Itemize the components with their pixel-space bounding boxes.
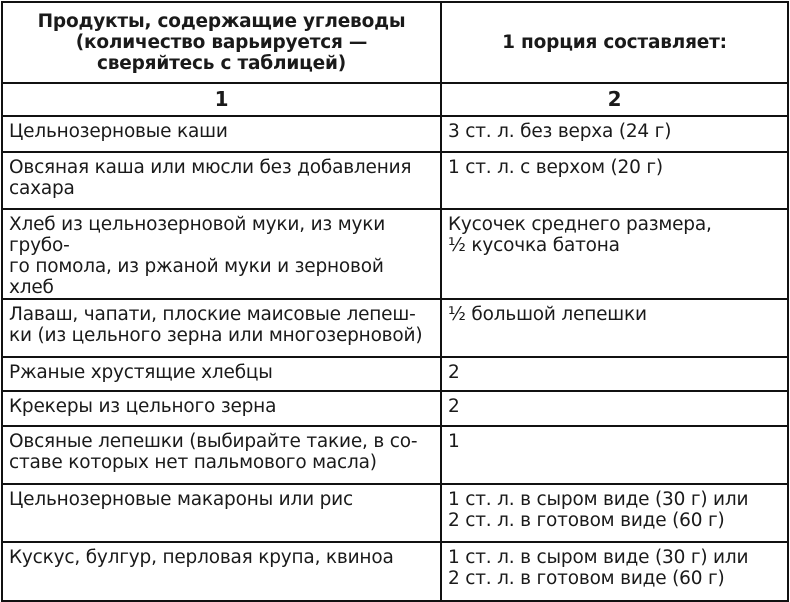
header-products-line: Продукты, содержащие углеводы [37, 11, 406, 32]
product-line: Цельнозерновые макароны или рис [9, 489, 353, 510]
table-row [2, 484, 788, 542]
product-cell [2, 152, 441, 209]
header-products-line: сверяйтесь с таблицей) [97, 53, 346, 74]
product-line: Хлеб из цельнозерновой муки, из муки грубо- [9, 214, 386, 256]
portion-line: 2 [448, 396, 460, 417]
portion-line: 2 ст. л. в готовом виде (60 г) [448, 510, 725, 531]
product-line: Лаваш, чапати, плоские маисовые лепеш- [9, 304, 416, 325]
portion-cell [441, 484, 788, 542]
product-line: ставе которых нет пальмового масла) [9, 452, 377, 473]
portion-cell [441, 152, 788, 209]
header-products-line: (количество варьируется — [75, 32, 368, 53]
portion-line: 3 ст. л. без верха (24 г) [448, 121, 672, 142]
table-row [2, 152, 788, 209]
product-line: го помола, из ржаной муки и зерновой хлеб [9, 256, 384, 298]
table-row [2, 299, 788, 357]
product-cell [2, 484, 441, 542]
table-row [2, 209, 788, 299]
portion-line: 2 [448, 362, 460, 383]
column-number-2: 2 [441, 83, 788, 116]
portion-cell [441, 357, 788, 391]
column-number-row [2, 83, 788, 116]
portion-cell [441, 391, 788, 426]
product-cell [2, 426, 441, 484]
portion-line: 1 [448, 431, 460, 452]
column-number-1: 1 [2, 83, 441, 116]
table-row [2, 116, 788, 152]
portion-cell [441, 116, 788, 152]
portion-cell [441, 299, 788, 357]
portion-line: Кусочек среднего размера, [448, 214, 712, 235]
header-row [2, 2, 788, 83]
header-portion: 1 порция составляет: [441, 2, 788, 83]
product-line: Овсяная каша или мюсли без добавления [9, 157, 412, 178]
header-products [2, 2, 441, 83]
product-line: Кускус, булгур, перловая крупа, квиноа [9, 547, 394, 568]
portion-line: 2 ст. л. в готовом виде (60 г) [448, 568, 725, 589]
table-row [2, 542, 788, 601]
product-line: Овсяные лепешки (выбирайте такие, в со- [9, 431, 418, 452]
portion-cell [441, 209, 788, 299]
carbohydrate-portions-table [1, 1, 789, 602]
portion-line: ½ большой лепешки [448, 304, 647, 325]
table-row [2, 426, 788, 484]
product-cell [2, 391, 441, 426]
product-cell [2, 542, 441, 601]
portion-line: ½ кусочка батона [448, 235, 620, 256]
table-row [2, 391, 788, 426]
portion-line: 1 ст. л. в сыром виде (30 г) или [448, 489, 749, 510]
portion-cell [441, 426, 788, 484]
product-cell [2, 357, 441, 391]
product-line: Цельнозерновые каши [9, 121, 228, 142]
product-cell [2, 299, 441, 357]
product-line: сахара [9, 178, 75, 199]
portion-line: 1 ст. л. с верхом (20 г) [448, 157, 663, 178]
table-row [2, 357, 788, 391]
product-line: Крекеры из цельного зерна [9, 396, 277, 417]
portion-cell [441, 542, 788, 601]
product-line: Ржаные хрустящие хлебцы [9, 362, 273, 383]
product-cell [2, 116, 441, 152]
product-cell [2, 209, 441, 299]
portion-line: 1 ст. л. в сыром виде (30 г) или [448, 547, 749, 568]
product-line: ки (из цельного зерна или многозерновой) [9, 325, 423, 346]
